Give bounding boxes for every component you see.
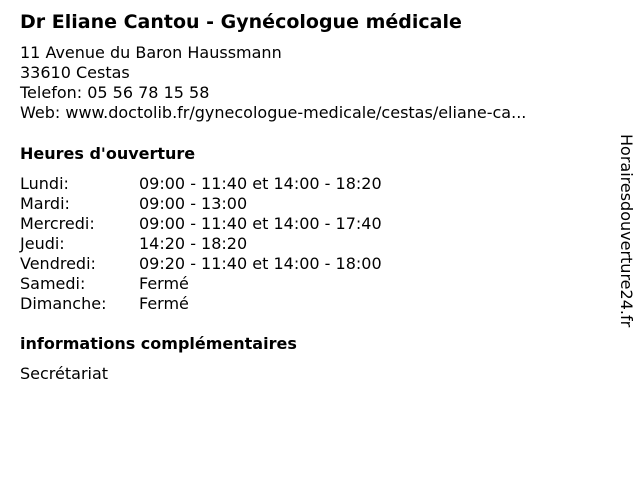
day-label: Samedi: <box>20 274 86 293</box>
day-label: Vendredi: <box>20 254 96 273</box>
hours-row-friday <box>20 254 440 274</box>
day-hours: Fermé <box>139 274 189 293</box>
hours-row-monday <box>20 174 440 194</box>
day-label: Jeudi: <box>20 234 65 253</box>
day-label: Mardi: <box>20 194 70 213</box>
day-hours: 09:00 - 13:00 <box>139 194 248 213</box>
hours-row-saturday <box>20 274 440 294</box>
day-label: Lundi: <box>20 174 69 193</box>
hours-row-wednesday <box>20 214 440 234</box>
day-hours: Fermé <box>139 294 189 313</box>
hours-heading: Heures d'ouverture <box>20 144 196 163</box>
day-hours: 09:20 - 11:40 et 14:00 - 18:00 <box>139 254 382 273</box>
day-hours: 09:00 - 11:40 et 14:00 - 18:20 <box>139 174 382 193</box>
day-hours: 14:20 - 18:20 <box>139 234 248 253</box>
day-label: Mercredi: <box>20 214 95 233</box>
website-link: Web: www.doctolib.fr/gynecologue-medicale/cestas/eliane-ca... <box>20 103 527 122</box>
street-address: 11 Avenue du Baron Haussmann <box>20 43 282 62</box>
hours-list <box>20 174 440 314</box>
day-label: Dimanche: <box>20 294 107 313</box>
hours-row-sunday <box>20 294 440 314</box>
hours-row-tuesday <box>20 194 440 214</box>
info-heading: informations complémentaires <box>20 334 297 353</box>
side-brand-watermark: Horairesdouverture24.fr <box>617 134 636 328</box>
phone-number: Telefon: 05 56 78 15 58 <box>20 83 210 102</box>
info-text: Secrétariat <box>20 364 109 383</box>
city-address: 33610 Cestas <box>20 63 130 82</box>
page-title: Dr Eliane Cantou - Gynécologue médicale <box>20 11 462 33</box>
address-block <box>20 43 526 123</box>
hours-row-thursday <box>20 234 440 254</box>
day-hours: 09:00 - 11:40 et 14:00 - 17:40 <box>139 214 382 233</box>
